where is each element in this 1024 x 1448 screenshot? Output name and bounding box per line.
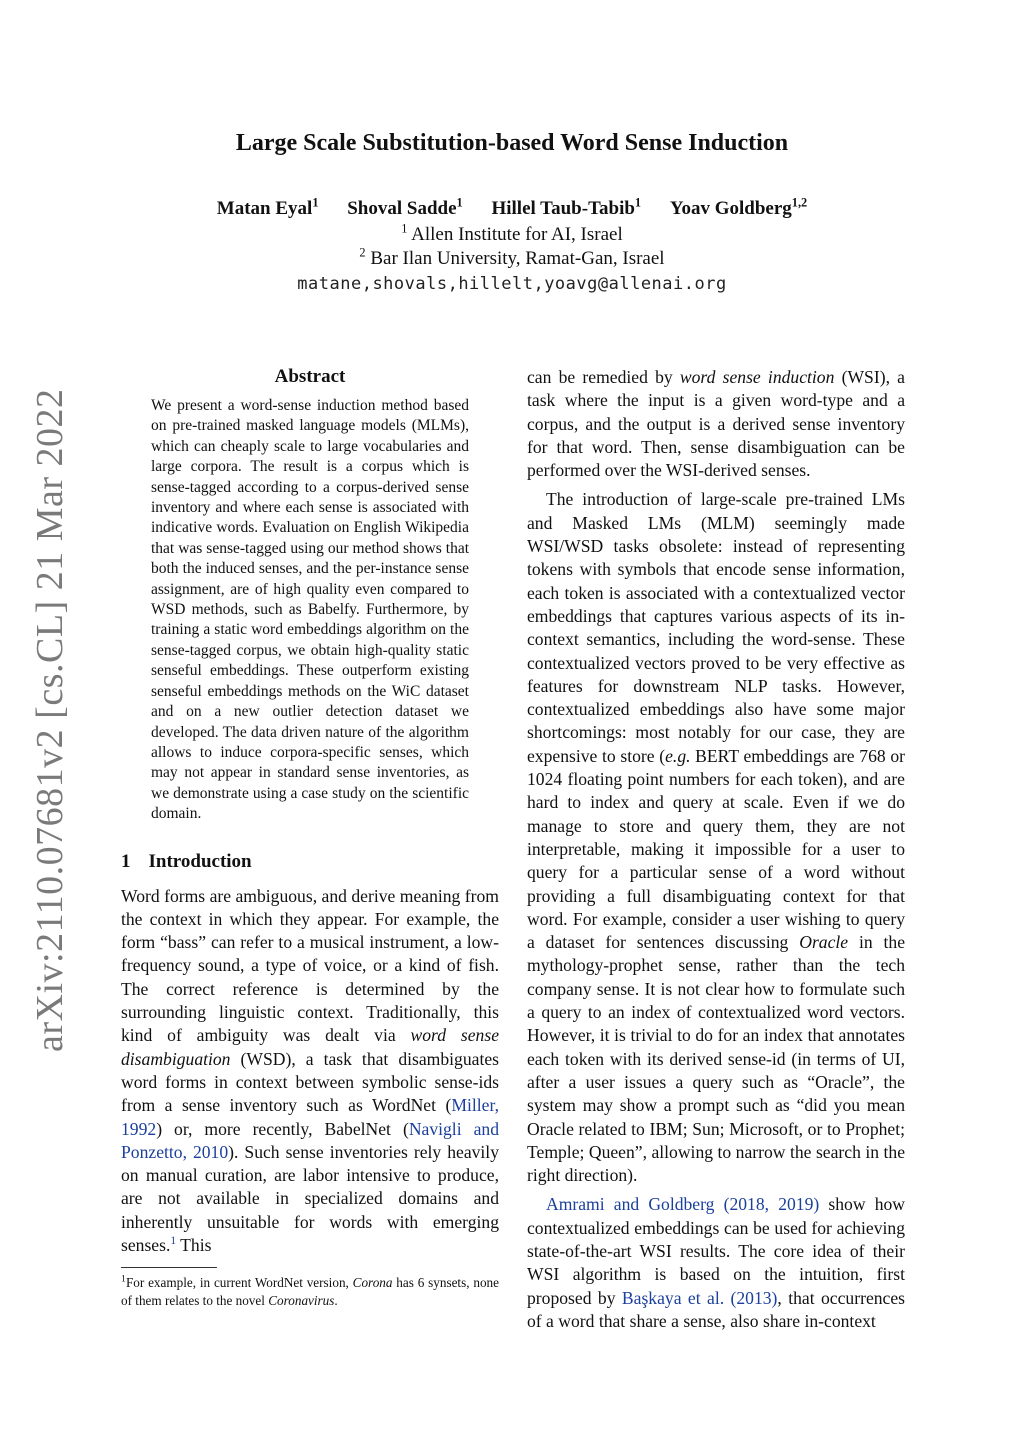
citation-baskaya-2013[interactable]: Başkaya et al. (2013) <box>621 1287 778 1308</box>
paper-title: Large Scale Substitution-based Word Sense Induction <box>235 130 789 156</box>
author-4: Yoav Goldberg$^{1,2}$ <box>669 195 808 219</box>
section-heading-introduction: 1 Introduction <box>121 850 252 872</box>
author-list <box>0 195 1024 220</box>
arxiv-identifier-stamp: arXiv:2110.07681v2 [cs.CL] 21 Mar 2022 <box>29 388 71 1052</box>
citation-amrami-goldberg[interactable]: Amrami and Goldberg (2018, 2019) <box>546 1194 820 1215</box>
abstract-heading: Abstract <box>274 366 346 387</box>
footnote-1: $^1$For example, in current WordNet version, Corona has 6 synsets, none of them relates to the novel Coronavirus. <box>121 1273 499 1308</box>
abstract-text: We present a word-sense induction method based on pre-trained masked language models (MLMs), which can cheaply scale to large vocabularies and large corpora. The result is a corpus which is sense-tagged according to a corpus-derived sense inventory and where each sense is associated with indicative words. Evaluation on English Wikipedia that was sense-tagged using our method shows that both the induced senses, and the per-instance sense assignment, are of high quality even compared to WSD methods, such as Babelfy. Furthermore, by training a static word embeddings algorithm on the sense-tagged corpus, we obtain high-quality static senseful embeddings. These outperform existing senseful embeddings methods on the WiC dataset and on a new outlier detection dataset we developed. The data driven nature of the algorithm allows to induce corpora-specific senses, which may not appear in standard sense inventories, as we demonstrate using a case study on the scientific domain. <box>151 397 469 823</box>
right-paragraph-2: The introduction of large-scale pre-trained LMs and Masked LMs (MLM) seemingly made WSI/WSD tasks obsolete: instead of representing tokens with symbols that encode sense information, each token is associated with a contextualized vector embeddings that captures various aspects of its in-context semantics, including the word-sense. These contextualized vectors proved to be very effective as features for downstream NLP tasks. However, contextualized embeddings also have some major shortcomings: most notably for our case, they are expensive to store (e.g. BERT embeddings are 768 or 1024 floating point numbers for each token), and are hard to index and query at scale. Even if we do manage to store and query them, they are not interpretable, making it impossible for a user to query for a particular sense of a word without providing a full disambiguating context for that word. For example, consider a user wishing to query a dataset for sentences discussing Oracle in the mythology-prophet sense, rather than the tech company sense. It is not clear how to formulate such a query to an index of contextualized word vectors. However, it is trivial to do for an index that annotates each token with its derived sense-id (in terms of UI, after a user issues a query such as “Oracle”, the system may show a prompt such as “did you mean Oracle related to IBM; Sun; Microsoft, or to Prophet; Temple; Queen”, allowing to narrow the search in the right direction). <box>527 489 906 1186</box>
affiliation-1: $^1$ Allen Institute for AI, Israel <box>401 221 623 245</box>
right-paragraph-1: can be remedied by word sense induction (WSI), a task where the input is a given word-type and a corpus, and the output is a derived sense inventory for that word. Then, sense disambiguation can be performed over the WSI-derived senses. <box>527 367 905 481</box>
author-2: Shoval Sadde$^1$ <box>347 195 463 219</box>
intro-paragraph-1: Word forms are ambiguous, and derive meaning from the context in which they appear. For example, the form “bass” can refer to a musical instrument, a low-frequency sound, a type of voice, or a kind of fish. The correct reference is determined by the surrounding linguistic context. Traditionally, this kind of ambiguity was dealt via word sense disambiguation (WSD), a task that disambiguates word forms in context between symbolic sense-ids from a sense inventory such as WordNet (Miller, 1992) or, more recently, BabelNet (Navigli and Ponzetto, 2010). Such sense inventories rely heavily on manual curation, are labor intensive to produce, are not available in specialized domains and inherently unsuitable for words with emerging senses.$^1$ This <box>121 885 500 1255</box>
citation-miller-1992[interactable]: Miller, 1992 <box>121 1095 499 1139</box>
author-emails: matane,shovals,hillelt,yoavg@allenai.org <box>297 274 727 294</box>
right-paragraph-3: Amrami and Goldberg (2018, 2019) show how contextualized embeddings can be used for achieving state-of-the-art WSI results. The core idea of their WSI algorithm is based on the intuition, first proposed by Başkaya et al. (2013), that occurrences of a word that share a sense, also share in-context <box>527 1194 906 1331</box>
right-column <box>527 366 905 1333</box>
author-3: Hillel Taub-Tabib$^1$ <box>491 195 642 219</box>
affiliation-2: $^2$ Bar Ilan University, Ramat-Gan, Israel <box>359 245 665 269</box>
footnote-marker-1[interactable]: 1 <box>170 1235 177 1248</box>
footnote-divider <box>121 1267 217 1268</box>
citation-navigli-2010[interactable]: Navigli and Ponzetto, 2010 <box>121 1118 499 1162</box>
author-1: Matan Eyal$^1$ <box>216 195 319 219</box>
left-column <box>121 366 499 1309</box>
